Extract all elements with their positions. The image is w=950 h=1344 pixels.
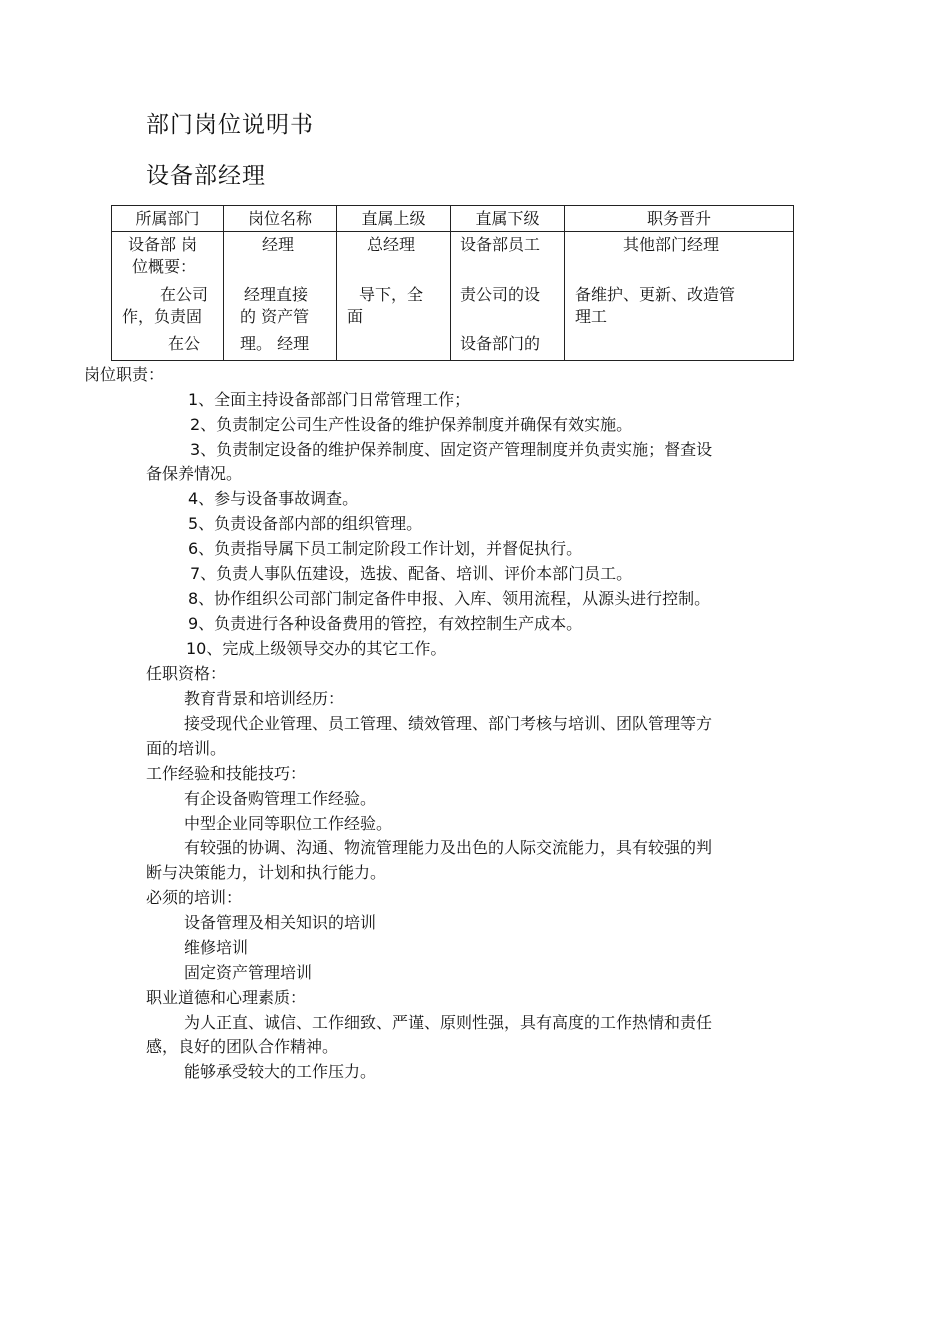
cell-text: 设备部门的 bbox=[460, 334, 541, 353]
experience-heading: 工作经验和技能技巧： bbox=[146, 764, 307, 783]
duty-item: 9、负责进行各种设备费用的管控，有效控制生产成本。 bbox=[188, 614, 583, 633]
experience-item: 有企设备购管理工作经验。 bbox=[184, 789, 377, 808]
duty-item: 3、负责制定设备的维护保养制度、固定资产管理制度并负责实施；督查设 bbox=[190, 440, 713, 459]
education-text: 接受现代企业管理、员工管理、绩效管理、部门考核与培训、团队管理等方 bbox=[184, 714, 713, 733]
header-direct-superior: 直属上级 bbox=[337, 206, 451, 232]
cell-position-name bbox=[224, 232, 337, 361]
duty-item: 6、负责指导属下员工制定阶段工作计划，并督促执行。 bbox=[188, 539, 583, 558]
duty-item: 4、参与设备事故调查。 bbox=[188, 489, 359, 508]
cell-text: 作，负责固 bbox=[122, 307, 203, 326]
duty-item: 5、负责设备部内部的组织管理。 bbox=[188, 514, 423, 533]
header-promotion: 职务晋升 bbox=[565, 206, 794, 232]
cell-direct-superior bbox=[337, 232, 451, 361]
cell-text: 责公司的设 bbox=[460, 285, 541, 304]
training-heading: 必须的培训： bbox=[146, 888, 243, 907]
duty-item: 2、负责制定公司生产性设备的维护保养制度并确保有效实施。 bbox=[190, 415, 633, 434]
cell-text: 其他部门经理 bbox=[623, 235, 720, 254]
cell-text: 理。 经理 bbox=[240, 334, 310, 353]
duty-item: 7、负责人事队伍建设，选拔、配备、培训、评价本部门员工。 bbox=[190, 564, 633, 583]
cell-promotion bbox=[565, 232, 794, 361]
header-direct-subordinate: 直属下级 bbox=[451, 206, 565, 232]
education-heading: 教育背景和培训经历： bbox=[184, 689, 345, 708]
ethics-item: 能够承受较大的工作压力。 bbox=[184, 1062, 377, 1081]
duty-item: 10、完成上级领导交办的其它工作。 bbox=[186, 639, 447, 658]
header-department: 所属部门 bbox=[112, 206, 224, 232]
training-item: 固定资产管理培训 bbox=[184, 963, 313, 982]
cell-direct-subordinate bbox=[451, 232, 565, 361]
training-item: 维修培训 bbox=[184, 938, 249, 957]
cell-text: 经理直接 bbox=[244, 285, 309, 304]
table-header-row bbox=[112, 206, 794, 232]
cell-text: 的 资产管 bbox=[240, 307, 310, 326]
cell-text: 理工 bbox=[575, 307, 608, 326]
cell-text: 面 bbox=[347, 307, 364, 326]
position-info-table bbox=[111, 205, 794, 361]
duty-item-continuation: 备保养情况。 bbox=[146, 464, 243, 483]
training-item: 设备管理及相关知识的培训 bbox=[184, 913, 377, 932]
cell-text: 导下，全 bbox=[359, 285, 424, 304]
cell-text: 总经理 bbox=[367, 235, 416, 254]
cell-text: 设备部 岗 bbox=[128, 235, 198, 254]
cell-text: 在公 bbox=[168, 334, 201, 353]
cell-text: 在公司 bbox=[160, 285, 209, 304]
cell-text: 设备部员工 bbox=[460, 235, 541, 254]
ethics-item: 为人正直、诚信、工作细致、严谨、原则性强，具有高度的工作热情和责任 bbox=[184, 1013, 713, 1032]
experience-item-continuation: 断与决策能力，计划和执行能力。 bbox=[146, 863, 387, 882]
header-position-name: 岗位名称 bbox=[224, 206, 337, 232]
cell-text: 经理 bbox=[262, 235, 295, 254]
qualifications-heading: 任职资格： bbox=[146, 664, 227, 683]
duties-heading: 岗位职责： bbox=[84, 365, 165, 384]
experience-item: 中型企业同等职位工作经验。 bbox=[184, 814, 393, 833]
cell-text: 备维护、更新、改造管 bbox=[575, 285, 736, 304]
duty-item: 8、协作组织公司部门制定备件申报、入库、领用流程，从源头进行控制。 bbox=[188, 589, 711, 608]
table-row bbox=[112, 232, 794, 361]
cell-department bbox=[112, 232, 224, 361]
experience-item: 有较强的协调、沟通、物流管理能力及出色的人际交流能力，具有较强的判 bbox=[184, 838, 713, 857]
ethics-item-continuation: 感，良好的团队合作精神。 bbox=[146, 1037, 339, 1056]
cell-text: 位概要： bbox=[132, 257, 197, 276]
position-title: 设备部经理 bbox=[146, 163, 266, 189]
duty-item: 1、全面主持设备部部门日常管理工作； bbox=[188, 390, 471, 409]
ethics-heading: 职业道德和心理素质： bbox=[146, 988, 307, 1007]
education-text: 面的培训。 bbox=[146, 739, 227, 758]
document-title: 部门岗位说明书 bbox=[146, 112, 314, 138]
